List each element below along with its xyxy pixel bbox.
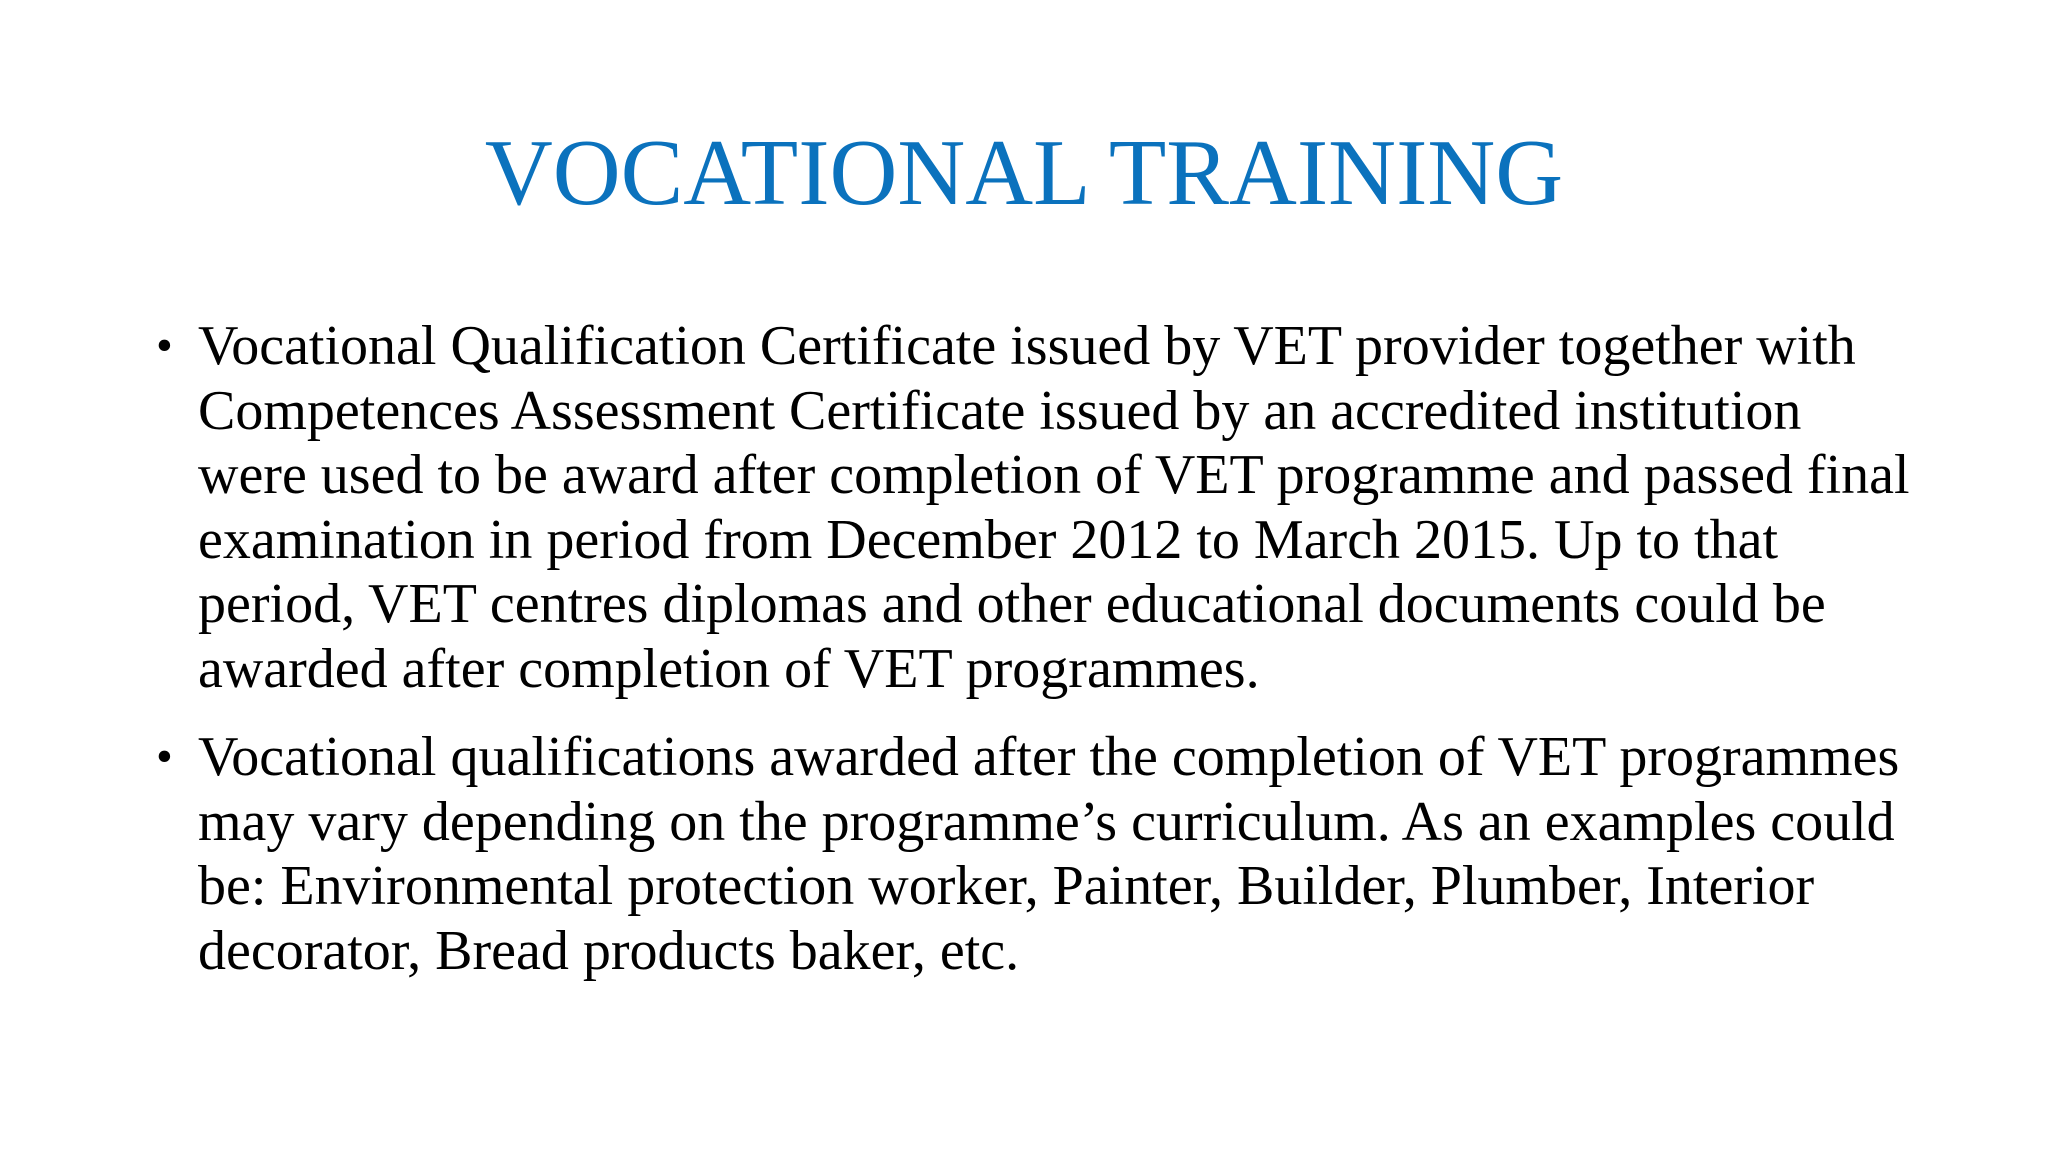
bullet-dot-icon: • — [156, 319, 173, 372]
slide-title: VOCATIONAL TRAINING — [484, 121, 1564, 225]
bullet-dot-icon: • — [156, 730, 173, 783]
bullet-text-1: Vocational Qualification Certificate issued by VET provider together with Competences Assessment Certificate issued by an accredited institution were used to be award after completion of VET programme and passed final examination in period from December 2012 to March 2015. Up to that period, VET centres diplomas and other educational documents could be awarded after completion of VET programmes. — [198, 315, 1910, 700]
bullet-list — [156, 314, 1916, 1007]
bullet-text-2: Vocational qualifications awarded after the completion of VET programmes may vary depending on the programme’s curriculum. As an examples could be: Environmental protection worker, Painter, Builder, Plumber, Interior decorator, Bread products baker, etc. — [198, 726, 1900, 982]
bullet-item-2 — [156, 725, 1916, 983]
bullet-item-1 — [156, 314, 1916, 701]
